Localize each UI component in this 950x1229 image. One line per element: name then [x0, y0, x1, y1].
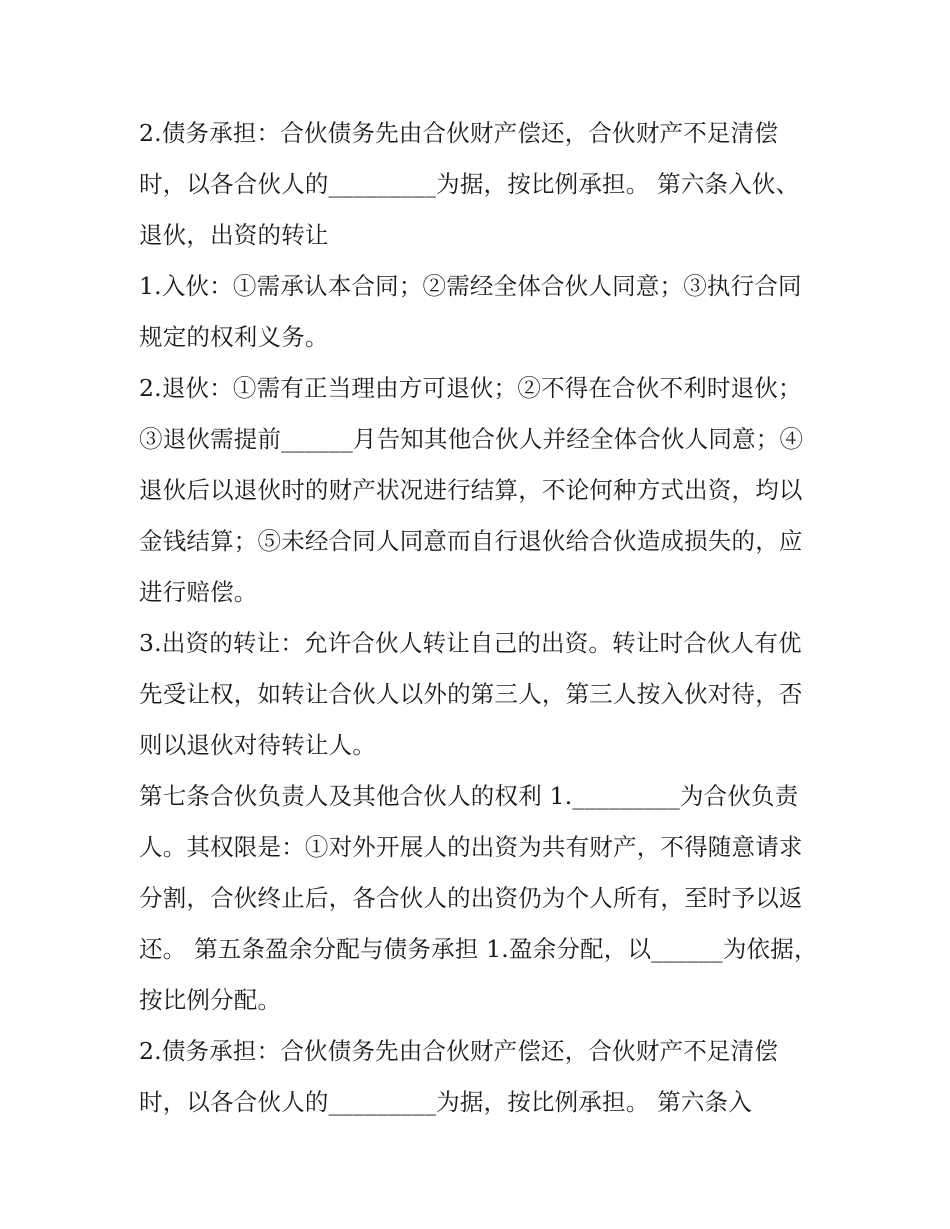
- paragraph-article-seven: 第七条合伙负责人及其他合伙人的权利 1._________为合伙负责人。其权限是：①对外开展人的出资为共有财产，不得随意请求分割，合伙终止后，各合伙人的出资仍为个人所有，至时予以返还。 第五条盈余分配与债务承担 1.盈余分配，以______为依据，按比例分配。: [139, 782, 818, 1014]
- paragraph-admission: 1.入伙：①需承认本合同；②需经全体合伙人同意；③执行合同规定的权利义务。: [139, 272, 802, 351]
- paragraph-withdrawal: 2.退伙：①需有正当理由方可退伙；②不得在合伙不利时退伙；③退伙需提前______月告知其他合伙人并经全体合伙人同意；④退伙后以退伙时的财产状况进行结算，不论何种方式出资，均以金钱结算；⑤未经合同人同意而自行退伙给合伙造成损失的，应进行赔偿。: [139, 374, 804, 606]
- document-body: [139, 108, 819, 1128]
- paragraph-capital-transfer: 3.出资的转让：允许合伙人转让自己的出资。转让时合伙人有优先受让权，如转让合伙人以外的第三人，第三人按入伙对待，否则以退伙对待转让人。: [139, 629, 803, 759]
- paragraph-debt-bearing-repeat: 2.债务承担：合伙债务先由合伙财产偿还，合伙财产不足清偿时，以各合伙人的_________为据，按比例承担。 第六条入: [139, 1037, 779, 1116]
- paragraph-debt-bearing: 2.债务承担：合伙债务先由合伙财产偿还，合伙财产不足清偿时，以各合伙人的_________为据，按比例承担。 第六条入伙、退伙，出资的转让: [139, 119, 800, 249]
